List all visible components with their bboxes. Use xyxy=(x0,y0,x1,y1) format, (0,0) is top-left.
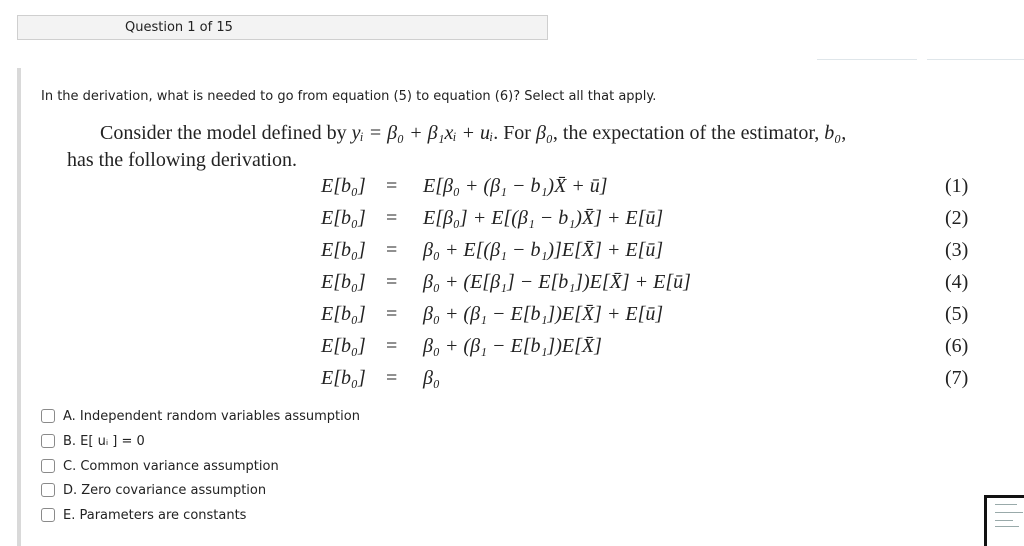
equals-sign: = xyxy=(386,207,398,229)
equation-number: (5) xyxy=(945,303,969,325)
equation-row xyxy=(0,207,1024,237)
equation-rhs: β₀ + E[(β₁ − b₁)]E[X̄] + E[ū] xyxy=(423,239,664,261)
b0-symbol: b₀ xyxy=(824,122,842,144)
question-counter: Question 1 of 15 xyxy=(17,15,548,40)
equation-rhs: E[β₀ + (β₁ − b₁)X̄ + ū] xyxy=(423,175,608,197)
equation-number: (7) xyxy=(945,367,969,389)
option-d-checkbox[interactable] xyxy=(41,483,55,497)
equation-number: (6) xyxy=(945,335,969,357)
window-thumbnail[interactable] xyxy=(984,495,1024,546)
equation-number: (4) xyxy=(945,271,969,293)
option-b-checkbox[interactable] xyxy=(41,434,55,448)
problem-line-1 xyxy=(67,120,977,147)
top-divider-right xyxy=(927,59,1024,60)
equation-lhs: E[b₀] xyxy=(321,335,366,357)
option-e-label[interactable]: E. Parameters are constants xyxy=(63,508,247,523)
equation-number: (2) xyxy=(945,207,969,229)
problem-end: , xyxy=(841,122,847,144)
option-d-label[interactable]: D. Zero covariance assumption xyxy=(63,483,267,498)
equation-rhs: β₀ + (β₁ − E[b₁])E[X̄] + E[ū] xyxy=(423,303,664,325)
problem-suffix: , the expectation of the estimator, xyxy=(552,122,825,144)
equation-number: (1) xyxy=(945,175,969,197)
equation-rhs: β₀ + (E[β₁] − E[b₁])E[X̄] + E[ū] xyxy=(423,271,691,293)
equation-lhs: E[b₀] xyxy=(321,367,366,389)
equation-lhs: E[b₀] xyxy=(321,303,366,325)
equation-number: (3) xyxy=(945,239,969,261)
thumbnail-line xyxy=(995,512,1023,513)
equation-rhs: β₀ + (β₁ − E[b₁])E[X̄] xyxy=(423,335,602,357)
option-a-label[interactable]: A. Independent random variables assumption xyxy=(63,409,360,424)
equation-lhs: E[b₀] xyxy=(321,175,366,197)
problem-mid: . For xyxy=(493,122,536,144)
problem-prefix: Consider the model defined by xyxy=(100,122,352,144)
equation-row xyxy=(0,239,1024,269)
option-e-checkbox[interactable] xyxy=(41,508,55,522)
thumbnail-line xyxy=(995,526,1019,527)
problem-line-2: has the following derivation. xyxy=(67,149,297,171)
equation-row xyxy=(0,367,1024,397)
equals-sign: = xyxy=(386,303,398,325)
equation-row xyxy=(0,303,1024,333)
thumbnail-line xyxy=(995,504,1017,505)
equation-lhs: E[b₀] xyxy=(321,271,366,293)
question-prompt: In the derivation, what is needed to go from equation (5) to equation (6)? Select all that apply. xyxy=(41,89,657,104)
equation-rhs: β₀ xyxy=(423,367,440,389)
equation-lhs: E[b₀] xyxy=(321,207,366,229)
equation-row xyxy=(0,271,1024,301)
option-c-checkbox[interactable] xyxy=(41,459,55,473)
option-c-label[interactable]: C. Common variance assumption xyxy=(63,459,279,474)
equals-sign: = xyxy=(386,175,398,197)
thumbnail-line xyxy=(995,520,1013,521)
model-equation: yᵢ = β₀ + β₁xᵢ + uᵢ xyxy=(351,122,494,144)
equation-lhs: E[b₀] xyxy=(321,239,366,261)
top-divider-left xyxy=(817,59,917,60)
beta0-symbol: β₀ xyxy=(535,122,553,144)
equation-rhs: E[β₀] + E[(β₁ − b₁)X̄] + E[ū] xyxy=(423,207,664,229)
equation-row xyxy=(0,175,1024,205)
option-a-checkbox[interactable] xyxy=(41,409,55,423)
problem-statement xyxy=(67,120,977,174)
equation-row xyxy=(0,335,1024,365)
equals-sign: = xyxy=(386,239,398,261)
option-b-label[interactable]: B. E[ uᵢ ] = 0 xyxy=(63,434,145,449)
equals-sign: = xyxy=(386,271,398,293)
equals-sign: = xyxy=(386,367,398,389)
equals-sign: = xyxy=(386,335,398,357)
